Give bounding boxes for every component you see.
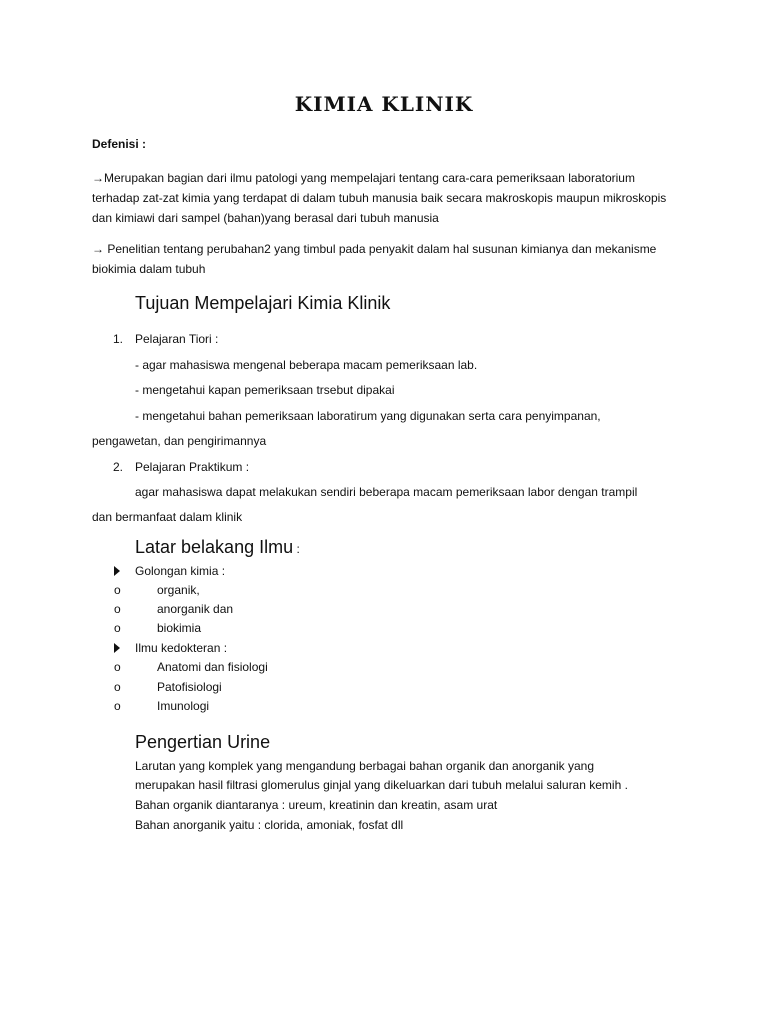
circle-bullet-icon: o xyxy=(114,699,121,713)
circle-bullet-icon: o xyxy=(114,621,121,635)
circle-bullet-icon: o xyxy=(114,680,121,694)
latar-group2-item-1: Anatomi dan fisiologi xyxy=(157,660,268,674)
latar-group2: Ilmu kedokteran : xyxy=(135,641,228,655)
tujuan-item2-line: agar mahasiswa dapat melakukan sendiri beberapa macam pemeriksaan labor dengan trampil xyxy=(135,485,638,499)
circle-bullet-icon: o xyxy=(114,583,121,597)
urine-heading: Pengertian Urine xyxy=(135,732,271,752)
tujuan-item1-continuation: pengawetan, dan pengirimannya xyxy=(92,434,267,448)
urine-line-1: Larutan yang komplek yang mengandung berbagai bahan organik dan anorganik yang xyxy=(135,759,595,773)
tujuan-item1-number: 1. xyxy=(113,332,124,346)
latar-heading-colon: : xyxy=(296,542,300,556)
tujuan-heading: Tujuan Mempelajari Kimia Klinik xyxy=(135,293,391,313)
tujuan-item1-line-2: - mengetahui kapan pemeriksaan trsebut dipakai xyxy=(135,383,395,397)
document-title: KIMIA KLINIK xyxy=(294,92,474,116)
tujuan-item1-line-1: - agar mahasiswa mengenal beberapa macam pemeriksaan lab. xyxy=(135,358,478,372)
circle-bullet-icon: o xyxy=(114,602,121,616)
tujuan-item1-line-3: - mengetahui bahan pemeriksaan laboratirum yang digunakan serta cara penyimpanan, xyxy=(135,409,601,423)
latar-heading: Latar belakang Ilmu xyxy=(135,537,294,557)
triangle-bullet-icon xyxy=(114,643,120,653)
tujuan-item2-label: Pelajaran Praktikum : xyxy=(135,460,250,474)
tujuan-item2-continuation: dan bermanfaat dalam klinik xyxy=(92,510,243,524)
latar-heading-row xyxy=(135,537,300,558)
latar-group2-item-2: Patofisiologi xyxy=(157,680,222,694)
urine-line-4: Bahan anorganik yaitu : clorida, amoniak, fosfat dll xyxy=(135,818,404,832)
latar-group1-item-3: biokimia xyxy=(157,621,202,635)
urine-line-2: merupakan hasil filtrasi glomerulus ginjal yang dikeluarkan dari tubuh melalui saluran kemih . xyxy=(135,778,628,792)
defenisi-paragraph-2: → Penelitian tentang perubahan2 yang timbul pada penyakit dalam hal susunan kimianya dan mekanisme biokimia dalam tubuh xyxy=(92,242,657,276)
latar-group1: Golongan kimia : xyxy=(135,564,226,578)
defenisi-label: Defenisi : xyxy=(92,137,147,151)
defenisi-paragraph-1: →Merupakan bagian dari ilmu patologi yang mempelajari tentang cara-cara pemeriksaan laboratorium terhadap zat-zat kimia yang terdapat di dalam tubuh manusia baik secara makroskopis maupun mikroskopis dan kimiawi dari sampel (bahan)yang berasal dari tubuh manusia xyxy=(92,171,667,225)
urine-line-3: Bahan organik diantaranya : ureum, kreatinin dan kreatin, asam urat xyxy=(135,798,498,812)
tujuan-item2-number: 2. xyxy=(113,460,124,474)
latar-group1-item-2: anorganik dan xyxy=(157,602,234,616)
latar-group2-item-3: Imunologi xyxy=(157,699,210,713)
tujuan-item1-label: Pelajaran Tiori : xyxy=(135,332,219,346)
triangle-bullet-icon xyxy=(114,566,120,576)
circle-bullet-icon: o xyxy=(114,660,121,674)
latar-group1-item-1: organik, xyxy=(157,583,200,597)
